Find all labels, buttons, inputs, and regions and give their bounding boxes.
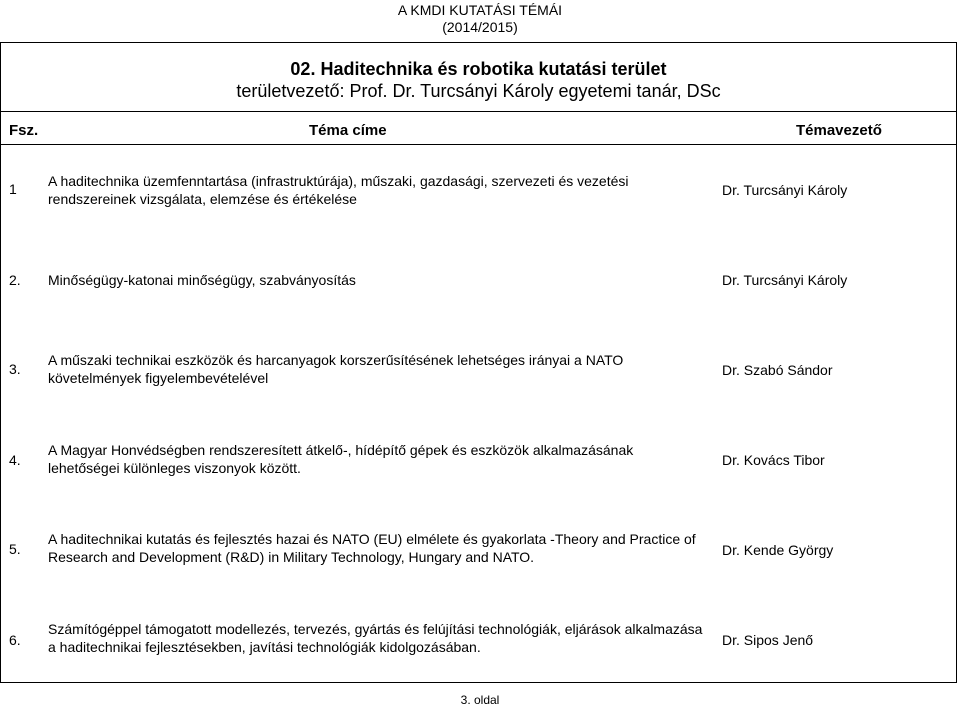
row-number: 4.: [9, 452, 21, 468]
row-topic: Számítógéppel támogatott modellezés, tervezés, gyártás és felújítási technológiák, eljárások alkalmazása a haditechnikai fejlesztésekben, javítási technológiák kidolgozásában.: [48, 621, 703, 655]
row-number: 5.: [9, 541, 21, 557]
row-topic: Minőségügy-katonai minőségügy, szabványosítás: [48, 272, 356, 288]
row-number: 2.: [9, 272, 21, 288]
row-supervisor: Dr. Kende György: [722, 542, 834, 558]
row-supervisor: Dr. Sipos Jenő: [722, 632, 814, 648]
row-supervisor: Dr. Szabó Sándor: [722, 362, 833, 378]
section-leader: területvezető: Prof. Dr. Turcsányi Károly egyetemi tanár, DSc: [236, 81, 721, 101]
divider: [1, 144, 956, 145]
column-header-number: Fsz.: [9, 122, 39, 139]
row-topic: A haditechnikai kutatás és fejlesztés hazai és NATO (EU) elmélete és gyakorlata -Theory and Practice of Research and Development (R&D) in Military Technology, Hungary and NATO.: [48, 531, 696, 565]
row-number: 6.: [9, 632, 21, 648]
row-number: 1: [9, 181, 17, 197]
column-header-supervisor: Témavezető: [796, 122, 882, 139]
row-number: 3.: [9, 361, 21, 377]
row-topic: A haditechnika üzemfenntartása (infrastruktúrája), műszaki, gazdasági, szervezeti és vezetési rendszereinek vizsgálata, elemzése és értékelése: [48, 173, 629, 207]
document-header-title: A KMDI KUTATÁSI TÉMÁI: [397, 2, 563, 18]
row-supervisor: Dr. Turcsányi Károly: [722, 272, 848, 288]
row-topic: A Magyar Honvédségben rendszeresített átkelő-, hídépítő gépek és eszközök alkalmazásának lehetőségei különleges viszonyok között.: [48, 442, 634, 476]
row-supervisor: Dr. Kovács Tibor: [722, 452, 825, 468]
divider: [1, 111, 956, 112]
row-supervisor: Dr. Turcsányi Károly: [722, 182, 848, 198]
page-number: 3. oldal: [460, 693, 500, 707]
column-header-topic: Téma címe: [309, 122, 387, 139]
research-topics-table: [0, 42, 957, 683]
document-header-year: (2014/2015): [442, 19, 518, 35]
row-topic: A műszaki technikai eszközök és harcanyagok korszerűsítésének lehetséges irányai a NATO követelmények figyelembevételével: [48, 352, 624, 386]
section-title: 02. Haditechnika és robotika kutatási terület: [290, 59, 667, 79]
